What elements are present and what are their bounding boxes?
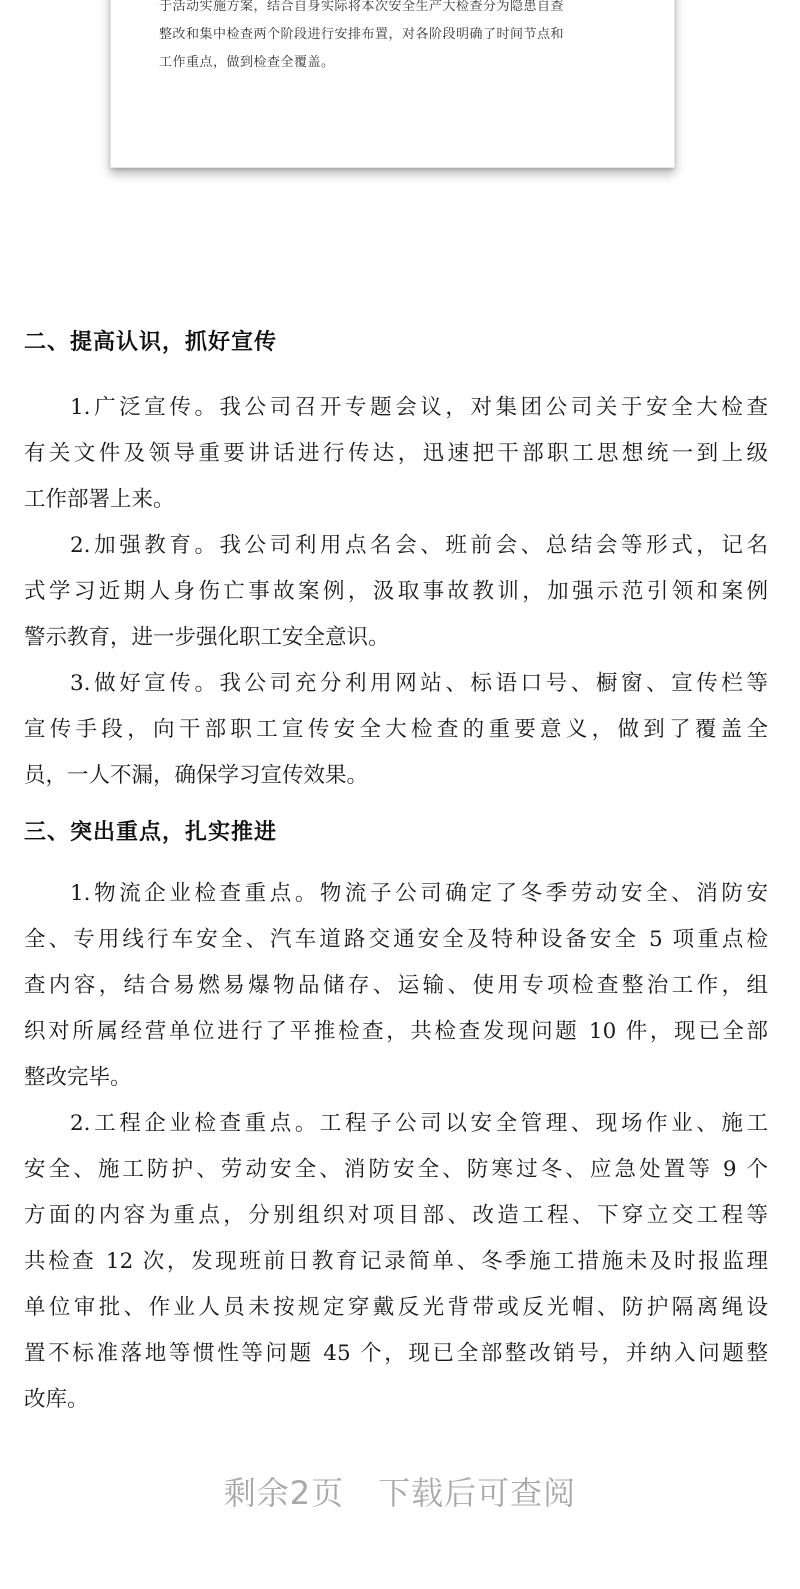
paragraph-line: 1.广泛宣传。我公司召开专题会议，对集团公司关于安全大检查 <box>70 395 768 420</box>
paragraph-line: 1.物流企业检查重点。物流子公司确定了冬季劳动安全、消防安 <box>70 881 768 906</box>
paragraph-line: 工作部署上来。 <box>24 487 175 512</box>
paragraph-line: 员，一人不漏，确保学习宣传效果。 <box>24 763 369 788</box>
card-line: 整改和集中检查两个阶段进行安排布置，对各阶段明确了时间节点和 <box>159 27 565 42</box>
paragraph-line: 方面的内容为重点，分别组织对项目部、改造工程、下穿立交工程等 <box>24 1203 768 1228</box>
paragraph-line: 警示教育，进一步强化职工安全意识。 <box>24 625 390 650</box>
section-heading-2: 二、提高认识，抓好宣传 <box>24 330 278 355</box>
card-line: 于活动实施方案，结合自身实际将本次安全生产大检查分为隐患自查 <box>159 0 565 14</box>
paragraph-line: 置不标准落地等惯性等问题 45 个，现已全部整改销号，并纳入问题整 <box>24 1341 768 1366</box>
card-text <box>159 0 639 77</box>
paragraph-2-3 <box>24 661 768 799</box>
download-to-view-text: 下载后可查阅 <box>378 1474 577 1512</box>
paragraph-line: 共检查 12 次，发现班前日教育记录简单、冬季施工措施未及时报监理 <box>24 1249 768 1274</box>
paragraph-line: 有关文件及领导重要讲话进行传达，迅速把干部职工思想统一到上级 <box>24 441 768 466</box>
paragraph-line: 安全、施工防护、劳动安全、消防安全、防寒过冬、应急处置等 9 个 <box>24 1157 768 1182</box>
page-preview-card <box>110 0 675 168</box>
paragraph-line: 2.工程企业检查重点。工程子公司以安全管理、现场作业、施工 <box>70 1111 768 1136</box>
paragraph-3-2 <box>24 1101 768 1423</box>
paragraph-line: 3.做好宣传。我公司充分利用网站、标语口号、橱窗、宣传栏等 <box>70 671 768 696</box>
section-heading-3: 三、突出重点，扎实推进 <box>24 820 278 845</box>
paragraph-line: 织对所属经营单位进行了平推检查，共检查发现问题 10 件，现已全部 <box>24 1019 768 1044</box>
paragraph-line: 查内容，结合易燃易爆物品储存、运输、使用专项检查整治工作，组 <box>24 973 768 998</box>
paragraph-line: 全、专用线行车安全、汽车道路交通安全及特种设备安全 5 项重点检 <box>24 927 768 952</box>
paragraph-line: 改库。 <box>24 1387 89 1412</box>
paragraph-2-2 <box>24 523 768 661</box>
paragraph-line: 宣传手段，向干部职工宣传安全大检查的重要意义，做到了覆盖全 <box>24 717 768 742</box>
card-line: 工作重点，做到检查全覆盖。 <box>159 55 335 70</box>
paragraph-3-1 <box>24 871 768 1101</box>
remaining-pages-text: 剩余2页 <box>223 1474 345 1512</box>
paragraph-2-1 <box>24 385 768 523</box>
paragraph-line: 整改完毕。 <box>24 1065 132 1090</box>
paragraph-line: 2.加强教育。我公司利用点名会、班前会、总结会等形式，记名 <box>70 533 768 558</box>
download-prompt[interactable] <box>0 1468 800 1514</box>
paragraph-line: 单位审批、作业人员未按规定穿戴反光背带或反光帽、防护隔离绳设 <box>24 1295 768 1320</box>
paragraph-line: 式学习近期人身伤亡事故案例，汲取事故教训，加强示范引领和案例 <box>24 579 768 604</box>
